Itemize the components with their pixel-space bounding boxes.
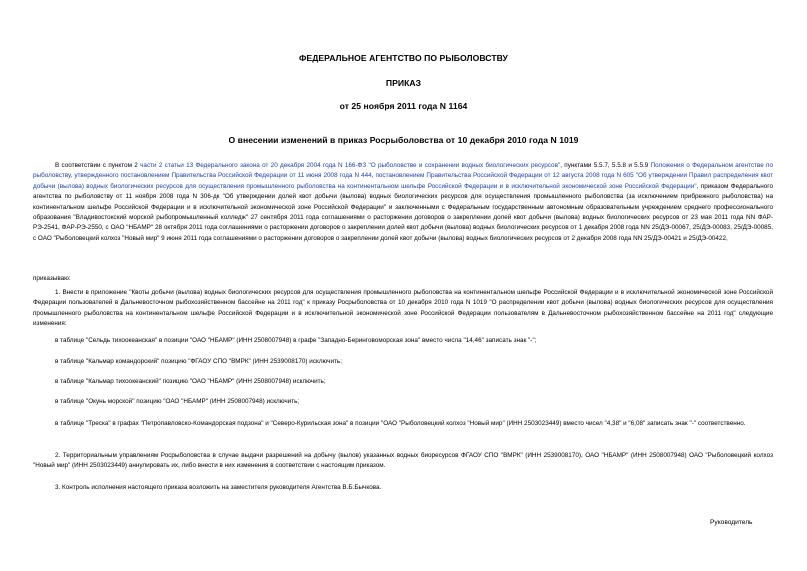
item-2-paragraph: 2. Территориальным управлениям Росрыболовства в случае выдачи разрешений на добычу (вылов) указанных водных биоресурсов ФГАОУ СПО "ВМРК" (ИНН 2539008170), ОАО "НБАМР" (ИНН 2508007948) ОАО "Рыболовецкий колхоз "Новый мир" (ИНН 2503023449) аннулировать их, либо внести в них изменения в соответствии с настоящим приказом. <box>33 452 773 470</box>
item-3-paragraph: 3. Контроль исполнения настоящего приказа возложить на заместителя руководителя Агентства В.Б.Бычкова. <box>55 484 382 491</box>
preamble-paragraph <box>33 161 773 244</box>
change-herring: в таблице "Сельдь тихоокеанская" в позиции "ОАО "НБАМР" (ИНН 2508007948) в графе "Западно-Беринговоморская зона" вместо числа "14,46" записать знак "-"; <box>55 337 537 344</box>
preamble-text-3: , <box>371 172 376 180</box>
order-word: приказываю: <box>33 275 71 282</box>
change-sea-perch: в таблице "Окунь морской" позицию "ОАО "НБАМР" (ИНН 2508007948) исключить; <box>55 398 300 405</box>
change-cod: в таблице "Треска" в графах "Петропавловско-Командорская подзона" и "Северо-Курильская зона" в позиции "ОАО "Рыболовецкий колхоз "Новый мир" (ИНН 2503023449) вместо чисел "4,38" и "6,08" записать знак "-" соответственно. <box>55 420 746 427</box>
signature-title: Руководитель <box>710 519 753 526</box>
doc-type: ПРИКАЗ <box>385 78 422 88</box>
doc-date: от 25 ноября 2011 года N 1164 <box>339 101 468 111</box>
decree-link[interactable]: постановлением Правительства Российской Федерации от 12 августа 2008 года N 605 "Об утверждении Правил распределения квот добычи (вылова) водных биологических ресурсов для осуществления промышленного рыболовства на континентальном шельфе Российской Федерации и в исключительной экономической зоне Российской Федерации" <box>33 172 774 190</box>
doc-title: О внесении изменений в приказ Росрыболовства от 10 декабря 2010 года N 1019 <box>228 135 579 145</box>
change-squid-pacific: в таблице "Кальмар тихоокеанский" позицию "ОАО "НБАМР" (ИНН 2508007948) исключить; <box>55 378 326 385</box>
law-link[interactable]: части 2 статьи 13 Федерального закона от 20 декабря 2004 года N 166-ФЗ "О рыболовстве и сохранении водных биологических ресурсов" <box>140 162 561 169</box>
item-1-paragraph: 1. Внести в приложение "Квоты добычи (вылова) водных биологических ресурсов для осуществления промышленного рыболовства на континентальном шельфе Российской Федерации и в исключительной экономической зоне Российской Федерации пользователей в Дальневосточном рыбохозяйственном бассейне на 2011 год" к приказу Росрыболовства от 10 декабря 2010 года N 1019 "О распределении квот добычи (вылова) водных биологических ресурсов для осуществления промышленного рыболовства на континентальном шельфе Российской Федерации и в исключительной экономической зоне Российской Федерации пользователям в Дальневосточном рыбохозяйственном бассейне на 2011 год" следующие изменения: <box>33 289 773 328</box>
agency-name: ФЕДЕРАЛЬНОЕ АГЕНТСТВО ПО РЫБОЛОВСТВУ <box>299 53 508 63</box>
preamble-text-1: В соответствии с пунктом 2 <box>55 162 141 169</box>
preamble-text-4: , приказом Федерального агентства по рыболовству от 11 ноября 2008 года N 306-дк "Об утверждении долей квот добычи (вылова) водных биологических ресурсов для осуществления промышленного рыболовства (за исключением прибрежного рыболовства) на континентальном шельфе Российской Федерации и в исключительной экономической зоне Российской Федерации" и заключенными с Федеральным государственным автономным образовательным учреждением среднего профессионального образования "Владивостокский морской рыбопромышленный колледж" 27 сентября 2011 года соглашениями о расторжении договоров о закреплении долей квот добычи (вылова) водных биологических ресурсов от 23 мая 2011 года NN ФАР-РЭ-2541, ФАР-РЭ-2550, с ОАО "НБАМР" 28 октября 2011 года соглашениями о расторжении договоров о закреплении долей квот добычи (вылова) водных биологических ресурсов от 1 декабря 2008 года NN 25/ДЭ-00067, 25/ДЭ-00083, 25/ДЭ-00085, с ОАО "Рыболовецкий колхоз "Новый мир" 9 июня 2011 года соглашениями о расторжении договоров о закреплении долей квот добычи (вылова) водных биологических ресурсов от 2 декабря 2008 года NN 25/ДЭ-00421 и 25/ДЭ-00422, <box>33 182 773 242</box>
change-squid-commander: в таблице "Кальмар командорский" позицию "ФГАОУ СПО "ВМРК" (ИНН 2539008170) исключить; <box>55 358 342 365</box>
regulation-link[interactable]: Положения о Федеральном агентстве по рыболовству, утвержденного постановлением Правительства Российской Федерации от 11 июня 2008 года N 444 <box>33 162 773 180</box>
preamble-text-2: , пунктами 5.5.7, 5.5.8 и 5.5.9 <box>560 162 651 169</box>
